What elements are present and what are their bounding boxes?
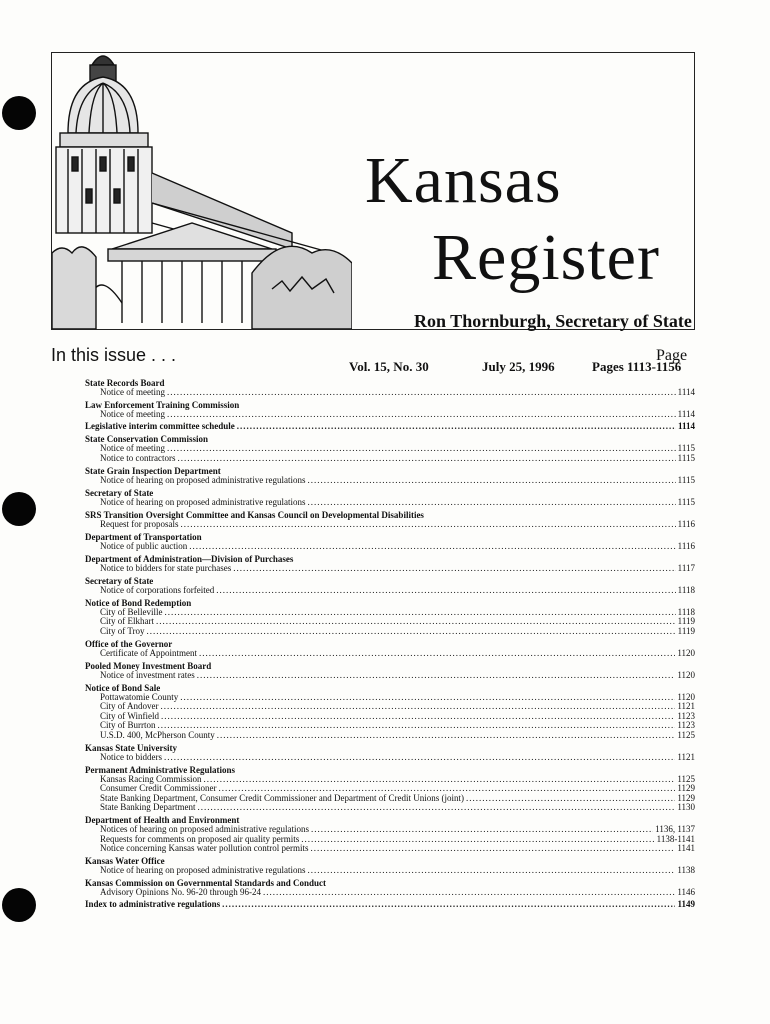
dot-leader [301, 835, 654, 845]
toc-entry-title: Notice of meeting [100, 443, 165, 453]
toc-entry[interactable] [85, 444, 695, 454]
dot-leader [161, 712, 675, 722]
toc-section [85, 878, 695, 898]
toc-entry-page: 1115 [677, 496, 695, 507]
dot-leader [222, 900, 675, 910]
dot-leader [307, 498, 675, 508]
toc-entry-page: 1146 [677, 887, 695, 897]
toc-entry[interactable] [85, 586, 695, 596]
toc-section [85, 378, 695, 398]
toc-entry-title: Notice to bidders for state purchases [100, 562, 232, 573]
toc-entry-page: 1121 [677, 701, 695, 711]
dot-leader [233, 564, 675, 574]
punch-hole [2, 888, 36, 922]
toc-entry-page: 1129 [677, 792, 695, 803]
dot-leader [217, 731, 676, 741]
dot-leader [161, 702, 676, 712]
toc-section [85, 422, 695, 432]
dot-leader [167, 388, 676, 398]
toc-section-heading: Secretary of State [85, 575, 154, 586]
toc-entry-page: 1125 [677, 773, 695, 784]
toc-entry-page: 1121 [677, 751, 695, 762]
toc-entry[interactable] [85, 608, 695, 618]
toc-entry-title: Notice to bidders [100, 751, 162, 762]
toc-entry[interactable] [85, 388, 695, 398]
toc-section-heading: State Conservation Commission [85, 434, 208, 444]
toc-entry[interactable] [85, 476, 695, 486]
toc-section [85, 598, 695, 637]
dot-leader [263, 888, 675, 898]
toc-entry-title: Consumer Credit Commissioner [100, 783, 217, 793]
toc-entry-page: 1120 [677, 647, 695, 658]
toc-entry-title: City of Burrton [100, 720, 156, 730]
toc-entry-page: 1120 [677, 669, 695, 680]
toc-entry-title: City of Belleville [100, 606, 163, 617]
dot-leader [164, 753, 675, 763]
toc-section-heading: Law Enforcement Training Commission [85, 400, 240, 410]
toc-section [85, 661, 695, 681]
toc-entry-page: 1138 [677, 865, 695, 875]
toc-entry-title: City of Troy [100, 625, 145, 636]
page-range: Pages 1113-1156 [592, 359, 682, 374]
toc-entry-page: 1114 [677, 409, 695, 419]
toc-entry[interactable] [85, 410, 695, 420]
toc-section [85, 576, 695, 596]
toc-section-heading: Secretary of State [85, 487, 154, 498]
dot-leader [177, 454, 675, 464]
toc-entry-page: 1136, 1137 [655, 824, 695, 834]
toc-entry[interactable] [85, 731, 695, 741]
toc-entry-page: 1115 [677, 474, 695, 485]
toc-section-heading: Permanent Administrative Regulations [85, 764, 235, 775]
toc-entry-title: Notice of corporations forfeited [100, 584, 215, 595]
toc-entry[interactable] [85, 900, 695, 910]
toc-entry-title: Notices of hearing on proposed administrative regulations [100, 824, 309, 834]
dot-leader [147, 627, 676, 637]
toc-entry-title: City of Elkhart [100, 616, 154, 626]
toc-entry-title: Notice of hearing on proposed administrative regulations [100, 474, 306, 485]
toc-entry[interactable] [85, 520, 695, 530]
toc-entry[interactable] [85, 888, 695, 898]
toc-entry-page: 1118 [677, 584, 695, 595]
toc-entry-title: Advisory Opinions No. 96-20 through 96-24 [100, 887, 261, 897]
dot-leader [307, 866, 675, 876]
toc-section-heading: SRS Transition Oversight Committee and Kansas Council on Developmental Disabilities [85, 509, 424, 520]
dot-leader [311, 825, 653, 835]
punch-hole [2, 492, 36, 526]
dot-leader [167, 410, 676, 420]
toc-entry-page: 1149 [677, 899, 695, 909]
toc-section [85, 510, 695, 530]
toc-section-heading: State Grain Inspection Department [85, 465, 221, 476]
toc-entry-title: Notice of investment rates [100, 669, 195, 680]
toc-entry[interactable] [85, 617, 695, 627]
masthead-title-kansas: Kansas [365, 144, 562, 217]
toc-section [85, 434, 695, 463]
toc-entry-title: State Banking Department [100, 802, 196, 812]
toc-entry-page: 1119 [677, 616, 695, 626]
toc-section [85, 532, 695, 552]
dot-leader [167, 444, 676, 454]
toc-entry[interactable] [85, 844, 695, 854]
toc-entry[interactable] [85, 454, 695, 464]
toc-entry[interactable] [85, 866, 695, 876]
issue-date: July 25, 1996 [482, 359, 555, 374]
toc-section-heading: Pooled Money Investment Board [85, 660, 212, 671]
toc-entry-title: Certificate of Appointment [100, 647, 197, 658]
toc-section [85, 856, 695, 876]
toc-section [85, 466, 695, 486]
toc-entry-title: Notice of hearing on proposed administrative regulations [100, 496, 306, 507]
toc-entry-page: 1118 [677, 606, 695, 617]
toc-entry-page: 1120 [677, 691, 695, 702]
toc-section [85, 900, 695, 910]
dot-leader [237, 422, 676, 432]
dot-leader [204, 775, 676, 785]
toc-entry[interactable] [85, 498, 695, 508]
toc-section [85, 488, 695, 508]
toc-entry-title: Notice of meeting [100, 409, 165, 419]
toc-section-heading: Kansas State University [85, 742, 177, 753]
toc-entry-title: Notice concerning Kansas water pollution control permits [100, 843, 309, 853]
toc-section [85, 743, 695, 763]
dot-leader [189, 542, 675, 552]
toc-entry-page: 1116 [677, 518, 695, 529]
toc-section [85, 639, 695, 659]
toc-section-heading: Department of Transportation [85, 531, 202, 542]
toc-entry[interactable] [85, 693, 695, 703]
toc-entry[interactable] [85, 671, 695, 681]
toc-entry-title: Kansas Racing Commission [100, 773, 202, 784]
toc-entry[interactable] [85, 564, 695, 574]
dot-leader [197, 671, 676, 681]
toc-entry-page: 1116 [677, 540, 695, 551]
toc-entry[interactable] [85, 542, 695, 552]
toc-entry-title: Pottawatomie County [100, 691, 179, 702]
toc-entry-page: 1141 [677, 843, 695, 853]
toc-entry-page: 1114 [677, 387, 695, 397]
toc-section-heading: Department of Administration—Division of Purchases [85, 553, 294, 564]
toc-entry-title: Index to administrative regulations [85, 899, 221, 909]
toc-entry-title: Legislative interim committee schedule [85, 421, 235, 431]
toc-section-heading: Kansas Commission on Governmental Standards and Conduct [85, 878, 327, 888]
toc-entry[interactable] [85, 627, 695, 637]
dot-leader [307, 476, 675, 486]
toc-section [85, 815, 695, 854]
toc-entry-title: U.S.D. 400, McPherson County [100, 729, 215, 740]
volume-number: Vol. 15, No. 30 [349, 359, 429, 374]
toc-entry[interactable] [85, 649, 695, 659]
masthead-title-register: Register [432, 221, 660, 294]
toc-section-heading: Kansas Water Office [85, 856, 165, 866]
toc-entry-title: City of Winfield [100, 710, 159, 721]
toc-entry-page: 1130 [677, 802, 695, 812]
toc-section [85, 400, 695, 420]
toc-entry-page: 1123 [677, 710, 695, 721]
toc-section [85, 765, 695, 813]
toc-entry-title: Notice of public auction [100, 540, 188, 551]
dot-leader [165, 608, 676, 618]
toc-entry-page: 1123 [677, 720, 695, 730]
toc-entry-page: 1115 [677, 452, 695, 463]
toc-entry[interactable] [85, 712, 695, 722]
table-of-contents [85, 378, 695, 912]
toc-entry-page: 1117 [677, 562, 695, 573]
toc-entry-title: Notice of hearing on proposed administrative regulations [100, 865, 306, 875]
dot-leader [180, 693, 675, 703]
dot-leader [197, 803, 675, 813]
toc-section-heading: Notice of Bond Sale [85, 682, 161, 693]
toc-entry-title: Notice to contractors [100, 452, 176, 463]
dot-leader [310, 844, 675, 854]
page-column-heading: Page [656, 347, 688, 364]
secretary-of-state-line: Ron Thornburgh, Secretary of State [414, 311, 692, 331]
toc-entry-page: 1129 [677, 783, 695, 793]
toc-entry-page: 1119 [677, 625, 695, 636]
toc-entry[interactable] [85, 753, 695, 763]
toc-section-heading: Office of the Governor [85, 638, 173, 649]
toc-entry-title: Notice of meeting [100, 387, 165, 397]
capitol-dome-illustration [52, 53, 352, 329]
toc-entry-title: Requests for comments on proposed air quality permits [100, 833, 300, 844]
toc-section-heading: Department of Health and Environment [85, 815, 240, 825]
toc-entry-title: State Banking Department, Consumer Credit Commissioner and Department of Credit Unions (joint) [100, 792, 464, 803]
toc-entry-page: 1125 [677, 729, 695, 740]
in-this-issue-heading: In this issue . . . [51, 345, 177, 365]
toc-entry-page: 1138-1141 [656, 833, 695, 844]
dot-leader [216, 586, 675, 596]
toc-section [85, 683, 695, 741]
toc-entry[interactable] [85, 702, 695, 712]
dot-leader [156, 617, 676, 627]
toc-section-heading: State Records Board [85, 378, 165, 388]
dot-leader [181, 520, 676, 530]
dot-leader [466, 794, 675, 804]
toc-entry-title: Request for proposals [100, 518, 179, 529]
punch-hole [2, 96, 36, 130]
toc-entry-page: 1114 [677, 421, 695, 431]
toc-entry-page: 1115 [677, 443, 695, 453]
toc-section [85, 554, 695, 574]
toc-entry[interactable] [85, 422, 695, 432]
toc-entry-title: City of Andover [100, 701, 159, 711]
dot-leader [158, 721, 676, 731]
toc-entry[interactable] [85, 803, 695, 813]
toc-section-heading: Notice of Bond Redemption [85, 597, 192, 608]
dot-leader [199, 649, 675, 659]
